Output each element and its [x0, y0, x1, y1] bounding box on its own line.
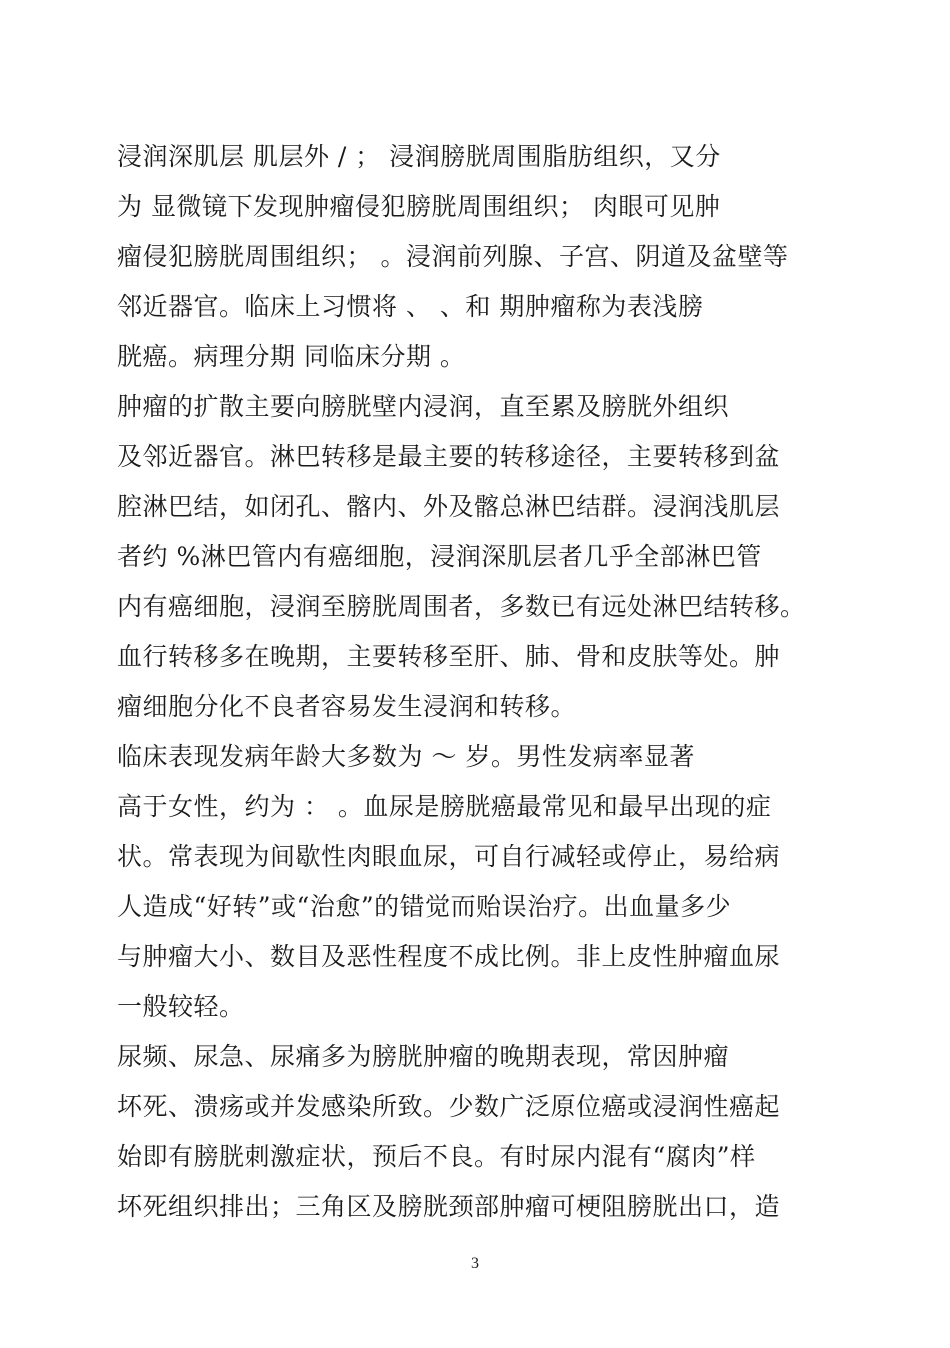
document-body [117, 132, 833, 1232]
text-line-9: 者约 %淋巴管内有癌细胞，浸润深肌层者几乎全部淋巴管 [117, 542, 762, 571]
text-line-10: 内有癌细胞，浸润至膀胱周围者，多数已有远处淋巴结转移。 [117, 592, 806, 621]
text-line-8: 腔淋巴结，如闭孔、髂内、外及髂总淋巴结群。浸润浅肌层 [117, 492, 781, 521]
paragraph-start-clinical: 临床表现发病年龄大多数为 ～ 岁。男性发病率显著 [117, 742, 695, 771]
text-line-14: 高于女性，约为 ： 。血尿是膀胱癌最常见和最早出现的症 [117, 792, 772, 821]
text-line-11: 血行转移多在晚期，主要转移至肝、肺、骨和皮肤等处。肿 [117, 642, 781, 671]
text-line-7: 及邻近器官。淋巴转移是最主要的转移途径，主要转移到盆 [117, 442, 781, 471]
text-line-2: 为 显微镜下发现肿瘤侵犯膀胱周围组织； 肉眼可见肿 [117, 192, 721, 221]
text-line-17: 与肿瘤大小、数目及恶性程度不成比例。非上皮性肿瘤血尿 [117, 942, 781, 971]
text-line-1: 浸润深肌层 肌层外 / ； 浸润膀胱周围脂肪组织，又分 [117, 142, 721, 171]
text-line-4: 邻近器官。临床上习惯将 、 、和 期肿瘤称为表浅膀 [117, 292, 704, 321]
text-line-5: 胱癌。病理分期 同临床分期 。 [117, 342, 466, 371]
text-line-12: 瘤细胞分化不良者容易发生浸润和转移。 [117, 692, 577, 721]
paragraph-start-spread: 肿瘤的扩散主要向膀胱壁内浸润，直至累及膀胱外组织 [117, 392, 730, 421]
page-number: 3 [471, 1255, 479, 1272]
text-line-20: 坏死、溃疡或并发感染所致。少数广泛原位癌或浸润性癌起 [117, 1092, 781, 1121]
text-line-21: 始即有膀胱刺激症状，预后不良。有时尿内混有“腐肉”样 [117, 1142, 756, 1171]
text-line-15: 状。常表现为间歇性肉眼血尿，可自行减轻或停止，易给病 [117, 842, 781, 871]
paragraph-start-symptoms: 尿频、尿急、尿痛多为膀胱肿瘤的晚期表现，常因肿瘤 [117, 1042, 730, 1071]
text-line-3: 瘤侵犯膀胱周围组织； 。浸润前列腺、子宫、阴道及盆壁等 [117, 242, 789, 271]
text-line-16: 人造成“好转”或“治愈”的错觉而贻误治疗。出血量多少 [117, 892, 732, 921]
text-line-18: 一般较轻。 [117, 992, 245, 1021]
text-line-22: 坏死组织排出；三角区及膀胱颈部肿瘤可梗阻膀胱出口，造 [117, 1192, 781, 1221]
